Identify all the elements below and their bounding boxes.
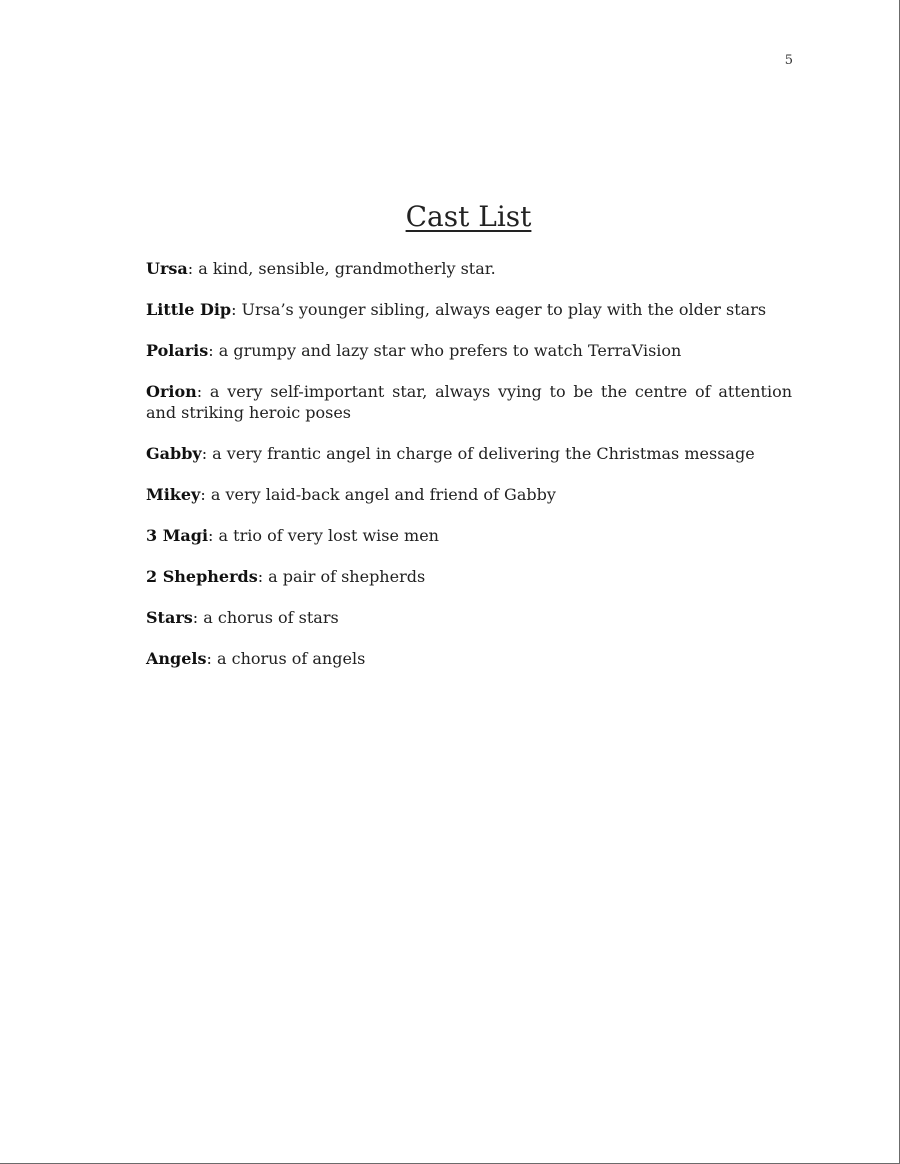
cast-description: : a very self-important star, always vying to be the centre of attention and striking heroic poses [146, 382, 792, 422]
cast-item-ursa [146, 258, 792, 279]
cast-description: : a kind, sensible, grandmotherly star. [187, 259, 496, 278]
cast-name: Ursa [146, 259, 188, 278]
cast-item-gabby [146, 443, 792, 464]
cast-name: Orion [146, 382, 197, 401]
cast-description: : a very frantic angel in charge of delivering the Christmas message [201, 444, 755, 463]
cast-item-little-dip [146, 299, 792, 320]
cast-name: Gabby [146, 444, 202, 463]
cast-description: : Ursa’s younger sibling, always eager to play with the older stars [231, 300, 767, 319]
cast-description: : a pair of shepherds [257, 567, 426, 586]
cast-name: Polaris [146, 341, 209, 360]
cast-list [146, 258, 792, 689]
cast-item-polaris [146, 340, 792, 361]
cast-item-orion [146, 381, 792, 423]
cast-description: : a very laid-back angel and friend of Gabby [200, 485, 556, 504]
cast-item-stars [146, 607, 792, 628]
page-number: 5 [784, 53, 793, 68]
cast-name: 3 Magi [146, 526, 209, 545]
page-title: Cast List [405, 200, 532, 233]
cast-name: 2 Shepherds [146, 567, 258, 586]
cast-description: : a trio of very lost wise men [208, 526, 439, 545]
cast-name: Angels [146, 649, 207, 668]
cast-item-mikey [146, 484, 792, 505]
cast-item-angels [146, 648, 792, 669]
cast-name: Little Dip [146, 300, 232, 319]
cast-item-3-magi [146, 525, 792, 546]
cast-item-2-shepherds [146, 566, 792, 587]
cast-description: : a chorus of stars [192, 608, 339, 627]
cast-name: Mikey [146, 485, 201, 504]
cast-name: Stars [146, 608, 193, 627]
cast-description: : a grumpy and lazy star who prefers to watch TerraVision [208, 341, 682, 360]
cast-description: : a chorus of angels [206, 649, 366, 668]
